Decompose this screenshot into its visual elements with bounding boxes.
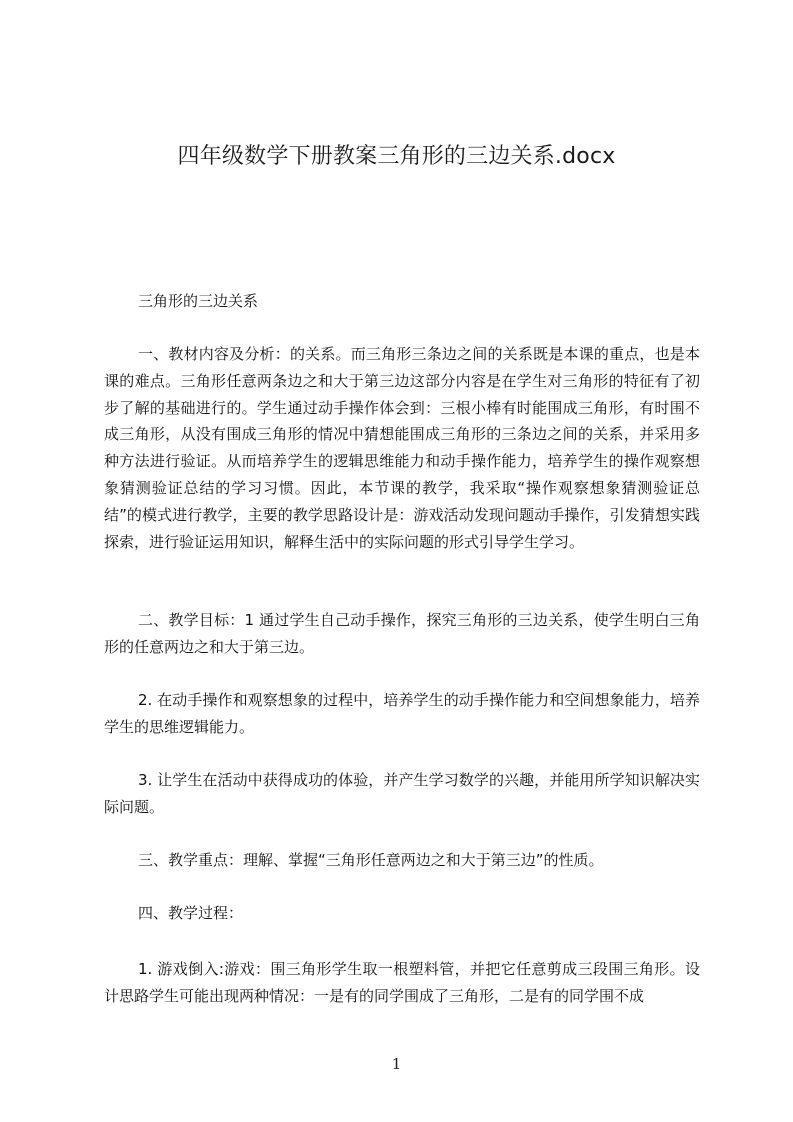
paragraph-text: 三、教学重点：理解、掌握“三角形任意两边之和大于第三边”的性质。 (138, 851, 604, 869)
paragraph-goal-2 (104, 687, 700, 741)
page-number: 1 (391, 1055, 402, 1073)
paragraph-teaching-focus (104, 847, 700, 874)
paragraph-goal-3 (104, 767, 700, 821)
document-title: 四年级数学下册教案三角形的三边关系.docx (177, 144, 616, 169)
paragraph-textbook-analysis (104, 341, 700, 555)
paragraph-text: 一、教材内容及分析：的关系。而三角形三条边之间的关系既是本课的重点，也是本课的难点。三角形任意两条边之和大于第三边这部分内容是在学生对三角形的特征有了初步了解的基础进行的。学生通过动手操作体会到：三根小棒有时能围成三角形，有时围不成三角形，从没有围成三角形的情况中猜想能围成三角形的三条边之间的关系，并采用多种方法进行验证。从而培养学生的逻辑思维能力和动手操作能力，培养学生的操作观察想象猜测验证总结的学习习惯。因此，本节课的教学，我采取“操作观察想象猜测验证总结”的模式进行教学，主要的教学思路设计是：游戏活动发现问题动手操作，引发猜想实践探索，进行验证运用知识，解释生活中的实际问题的形式引导学生学习。 (104, 345, 700, 551)
paragraph-teaching-goals (104, 607, 700, 661)
section-heading: 三角形的三边关系 (138, 292, 259, 310)
paragraph-game-intro (104, 956, 700, 1010)
paragraph-text: 四、教学过程： (138, 904, 244, 922)
paragraph-text: 二、教学目标：1 通过学生自己动手操作，探究三角形的三边关系，使学生明白三角形的任意两边之和大于第三边。 (104, 611, 700, 656)
paragraph-text: 3. 让学生在活动中获得成功的体验，并产生学习数学的兴趣，并能用所学知识解决实际问题。 (104, 771, 700, 816)
paragraph-text: 1. 游戏倒入:游戏：围三角形学生取一根塑料管，并把它任意剪成三段围三角形。设计思路学生可能出现两种情况：一是有的同学围成了三角形，二是有的同学围不成 (104, 960, 700, 1005)
paragraph-teaching-process (104, 900, 700, 927)
paragraph-text: 2. 在动手操作和观察想象的过程中，培养学生的动手操作能力和空间想象能力，培养学生的思维逻辑能力。 (104, 691, 700, 736)
